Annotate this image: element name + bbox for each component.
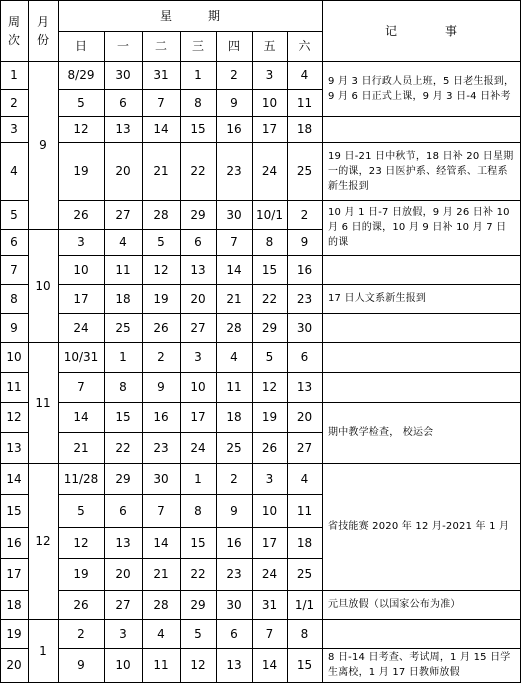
date-cell: 31 bbox=[153, 68, 169, 82]
week-number: 3 bbox=[10, 122, 18, 136]
header-week-char: 周 bbox=[7, 14, 20, 29]
date-cell: 15 bbox=[190, 535, 206, 550]
date-cell: 26 bbox=[73, 597, 89, 612]
date-cell: 19 bbox=[73, 567, 89, 581]
date-cell: 13 bbox=[115, 122, 131, 136]
date-cell: 7 bbox=[77, 380, 85, 394]
date-cell: 22 bbox=[261, 291, 278, 306]
date-cell: 29 bbox=[190, 207, 206, 222]
date-cell: 8/29 bbox=[67, 68, 95, 82]
week-number: 2 bbox=[10, 95, 18, 110]
note-text: 9 月 3 日行政人员上班，5 日老生报到，9 月 6 日正式上课，9 月 3 日-4 日补考 bbox=[328, 75, 515, 102]
date-cell: 5 bbox=[194, 626, 202, 641]
date-cell: 19 bbox=[153, 291, 169, 306]
date-cell: 5 bbox=[77, 503, 85, 518]
header-weekday: 一 bbox=[116, 39, 129, 53]
date-cell: 27 bbox=[115, 207, 131, 222]
date-cell: 31 bbox=[261, 597, 278, 612]
date-cell: 11 bbox=[296, 95, 313, 110]
date-cell: 22 bbox=[115, 440, 131, 455]
date-cell: 16 bbox=[153, 410, 169, 424]
date-cell: 7 bbox=[157, 95, 165, 110]
week-number: 7 bbox=[10, 262, 18, 277]
date-cell: 6 bbox=[194, 235, 202, 249]
date-cell: 12 bbox=[153, 262, 169, 277]
date-cell: 4 bbox=[230, 350, 238, 364]
date-cell: 16 bbox=[226, 535, 242, 550]
header-month-char: 份 bbox=[36, 32, 49, 47]
date-cell: 25 bbox=[296, 567, 313, 581]
date-cell: 1 bbox=[194, 68, 202, 82]
date-cell: 11 bbox=[296, 503, 313, 518]
date-cell: 24 bbox=[261, 164, 278, 178]
month-cell: 11 bbox=[35, 395, 51, 410]
date-cell: 7 bbox=[157, 503, 165, 518]
date-cell: 12 bbox=[73, 122, 89, 136]
date-cell: 20 bbox=[296, 410, 313, 424]
date-cell: 13 bbox=[190, 262, 206, 277]
date-cell: 28 bbox=[153, 207, 169, 222]
date-cell: 3 bbox=[119, 626, 127, 641]
date-cell: 25 bbox=[226, 440, 242, 455]
note-text: 8 日-14 日考查、考试周，1 月 15 日学生离校，1 月 17 日教师放假 bbox=[328, 652, 511, 678]
week-number: 12 bbox=[6, 410, 22, 424]
date-cell: 10/1 bbox=[256, 207, 283, 222]
week-number: 13 bbox=[6, 440, 22, 455]
date-cell: 17 bbox=[190, 410, 206, 424]
date-cell: 9 bbox=[77, 658, 85, 672]
date-cell: 6 bbox=[300, 350, 309, 364]
notes-row-line bbox=[322, 342, 520, 343]
date-cell: 15 bbox=[296, 658, 313, 672]
month-cell: 9 bbox=[39, 138, 47, 152]
date-cell: 9 bbox=[300, 235, 309, 249]
note-text: 17 日人文系新生报到 bbox=[328, 293, 427, 304]
date-cell: 4 bbox=[300, 68, 309, 82]
week-number: 14 bbox=[6, 471, 22, 486]
header-weekday: 四 bbox=[227, 39, 240, 53]
date-cell: 25 bbox=[115, 320, 131, 335]
date-cell: 4 bbox=[300, 471, 309, 486]
week-number: 18 bbox=[6, 597, 22, 612]
notes-row-line bbox=[322, 116, 520, 117]
date-cell: 2 bbox=[230, 471, 238, 486]
date-cell: 22 bbox=[190, 567, 206, 581]
date-cell: 22 bbox=[190, 164, 206, 178]
date-cell: 30 bbox=[153, 471, 169, 486]
date-cell: 30 bbox=[226, 207, 242, 222]
date-cell: 10 bbox=[261, 95, 278, 110]
note-text: 19 日-21 日中秋节，18 日补 20 日星期一的课，23 日医护系、经管系、工程系新生报到 bbox=[328, 150, 514, 192]
date-cell: 11/28 bbox=[63, 471, 99, 486]
date-cell: 23 bbox=[153, 440, 169, 455]
date-cell: 9 bbox=[230, 95, 238, 110]
date-cell: 24 bbox=[190, 440, 206, 455]
header-month bbox=[28, 0, 58, 61]
week-number: 5 bbox=[10, 207, 18, 222]
week-number: 20 bbox=[6, 658, 22, 672]
date-cell: 13 bbox=[226, 658, 242, 672]
date-cell: 23 bbox=[226, 164, 242, 178]
date-cell: 4 bbox=[157, 626, 165, 641]
date-cell: 14 bbox=[73, 410, 89, 424]
header-weekday-group: 星 期 bbox=[159, 8, 220, 23]
note-text: 期中教学检查， 校运会 bbox=[328, 427, 434, 438]
date-cell: 15 bbox=[261, 262, 278, 277]
header-weekday: 二 bbox=[154, 39, 167, 53]
date-cell: 14 bbox=[153, 122, 169, 136]
date-cell: 26 bbox=[261, 440, 278, 455]
date-cell: 5 bbox=[157, 235, 165, 249]
date-cell: 1/1 bbox=[294, 597, 315, 612]
date-cell: 28 bbox=[153, 597, 169, 612]
week-number: 10 bbox=[6, 350, 22, 364]
notes-row-line bbox=[322, 372, 520, 373]
date-cell: 24 bbox=[73, 320, 89, 335]
header-week-number bbox=[0, 0, 28, 61]
date-cell: 14 bbox=[153, 535, 169, 550]
date-cell: 8 bbox=[265, 235, 274, 249]
header-weekday: 三 bbox=[191, 39, 204, 53]
header-weekday: 六 bbox=[298, 39, 311, 53]
date-cell: 2 bbox=[157, 350, 165, 364]
date-cell: 6 bbox=[230, 626, 238, 641]
date-cell: 12 bbox=[261, 380, 278, 394]
header-weekday: 日 bbox=[74, 39, 87, 53]
date-cell: 4 bbox=[119, 235, 127, 249]
date-cell: 15 bbox=[190, 122, 206, 136]
date-cell: 2 bbox=[77, 626, 85, 641]
week-number: 8 bbox=[10, 291, 18, 306]
week-number: 1 bbox=[10, 68, 18, 82]
date-cell: 20 bbox=[115, 567, 131, 581]
header-notes: 记 事 bbox=[384, 23, 457, 38]
date-cell: 12 bbox=[190, 658, 206, 672]
header-week-char: 次 bbox=[7, 32, 20, 47]
date-cell: 14 bbox=[261, 658, 278, 672]
week-number: 17 bbox=[6, 567, 22, 581]
date-cell: 27 bbox=[190, 320, 206, 335]
date-cell: 27 bbox=[115, 597, 131, 612]
date-cell: 16 bbox=[226, 122, 242, 136]
date-cell: 26 bbox=[153, 320, 169, 335]
notes-row-line bbox=[322, 619, 520, 620]
date-cell: 23 bbox=[226, 567, 242, 581]
date-cell: 28 bbox=[226, 320, 242, 335]
month-cell: 1 bbox=[39, 643, 47, 658]
week-number: 16 bbox=[6, 535, 22, 550]
date-cell: 17 bbox=[261, 122, 278, 136]
date-cell: 6 bbox=[119, 503, 127, 518]
date-cell: 14 bbox=[226, 262, 242, 277]
date-cell: 18 bbox=[296, 535, 313, 550]
week-number: 4 bbox=[10, 164, 18, 178]
date-cell: 21 bbox=[153, 164, 169, 178]
week-number: 15 bbox=[6, 503, 22, 518]
date-cell: 8 bbox=[119, 380, 127, 394]
date-cell: 3 bbox=[194, 350, 202, 364]
note-text: 10 月 1 日-7 日放假，9 月 26 日补 10 月 6 日的课，10 月 9 日补 10 月 7 日的课 bbox=[328, 207, 510, 248]
date-cell: 16 bbox=[296, 262, 313, 277]
date-cell: 20 bbox=[190, 291, 206, 306]
date-cell: 30 bbox=[296, 320, 313, 335]
date-cell: 8 bbox=[194, 503, 202, 518]
week-number: 9 bbox=[10, 320, 18, 335]
date-cell: 18 bbox=[296, 122, 313, 136]
date-cell: 25 bbox=[296, 164, 313, 178]
date-cell: 29 bbox=[261, 320, 278, 335]
date-cell: 10/31 bbox=[63, 350, 99, 364]
date-cell: 12 bbox=[73, 535, 89, 550]
week-number: 6 bbox=[10, 235, 18, 249]
note-text: 省技能赛 2020 年 12 月-2021 年 1 月 bbox=[328, 521, 510, 532]
date-cell: 24 bbox=[261, 567, 278, 581]
date-cell: 5 bbox=[265, 350, 274, 364]
date-cell: 5 bbox=[77, 95, 85, 110]
date-cell: 27 bbox=[296, 440, 313, 455]
note-text: 元旦放假（以国家公布为准） bbox=[328, 599, 461, 610]
date-cell: 21 bbox=[226, 291, 242, 306]
date-cell: 3 bbox=[265, 68, 274, 82]
date-cell: 15 bbox=[115, 410, 131, 424]
month-cell: 12 bbox=[35, 534, 51, 548]
date-cell: 13 bbox=[296, 380, 313, 394]
header-weekday: 五 bbox=[263, 39, 276, 53]
date-cell: 10 bbox=[115, 658, 131, 672]
week-number: 19 bbox=[6, 626, 22, 641]
date-cell: 11 bbox=[226, 380, 242, 394]
date-cell: 1 bbox=[119, 350, 127, 364]
notes-row-line bbox=[322, 255, 520, 256]
date-cell: 3 bbox=[265, 471, 274, 486]
date-cell: 18 bbox=[115, 291, 131, 306]
week-number: 11 bbox=[6, 380, 22, 394]
date-cell: 13 bbox=[115, 535, 131, 550]
date-cell: 3 bbox=[77, 235, 85, 249]
date-cell: 9 bbox=[230, 503, 238, 518]
date-cell: 10 bbox=[73, 262, 89, 277]
date-cell: 8 bbox=[194, 95, 202, 110]
month-cell: 10 bbox=[35, 278, 51, 293]
date-cell: 8 bbox=[300, 626, 309, 641]
date-cell: 30 bbox=[115, 68, 131, 82]
date-cell: 19 bbox=[261, 410, 278, 424]
date-cell: 29 bbox=[190, 597, 206, 612]
date-cell: 18 bbox=[226, 410, 242, 424]
date-cell: 23 bbox=[296, 291, 313, 306]
header-month-char: 月 bbox=[36, 14, 49, 29]
date-cell: 17 bbox=[73, 291, 89, 306]
date-cell: 30 bbox=[226, 597, 242, 612]
date-cell: 1 bbox=[194, 471, 202, 486]
date-cell: 10 bbox=[261, 503, 278, 518]
notes-row-line bbox=[322, 313, 520, 314]
date-cell: 20 bbox=[115, 164, 131, 178]
date-cell: 17 bbox=[261, 535, 278, 550]
date-cell: 19 bbox=[73, 164, 89, 178]
date-cell: 26 bbox=[73, 207, 89, 222]
date-cell: 7 bbox=[265, 626, 274, 641]
date-cell: 21 bbox=[153, 567, 169, 581]
date-cell: 2 bbox=[230, 68, 238, 82]
date-cell: 2 bbox=[300, 207, 309, 222]
date-cell: 21 bbox=[73, 440, 89, 455]
date-cell: 9 bbox=[157, 380, 165, 394]
date-cell: 11 bbox=[153, 658, 169, 672]
date-cell: 6 bbox=[119, 95, 127, 110]
date-cell: 10 bbox=[190, 380, 206, 394]
date-cell: 7 bbox=[230, 235, 238, 249]
date-cell: 29 bbox=[115, 471, 131, 486]
date-cell: 11 bbox=[115, 262, 131, 277]
